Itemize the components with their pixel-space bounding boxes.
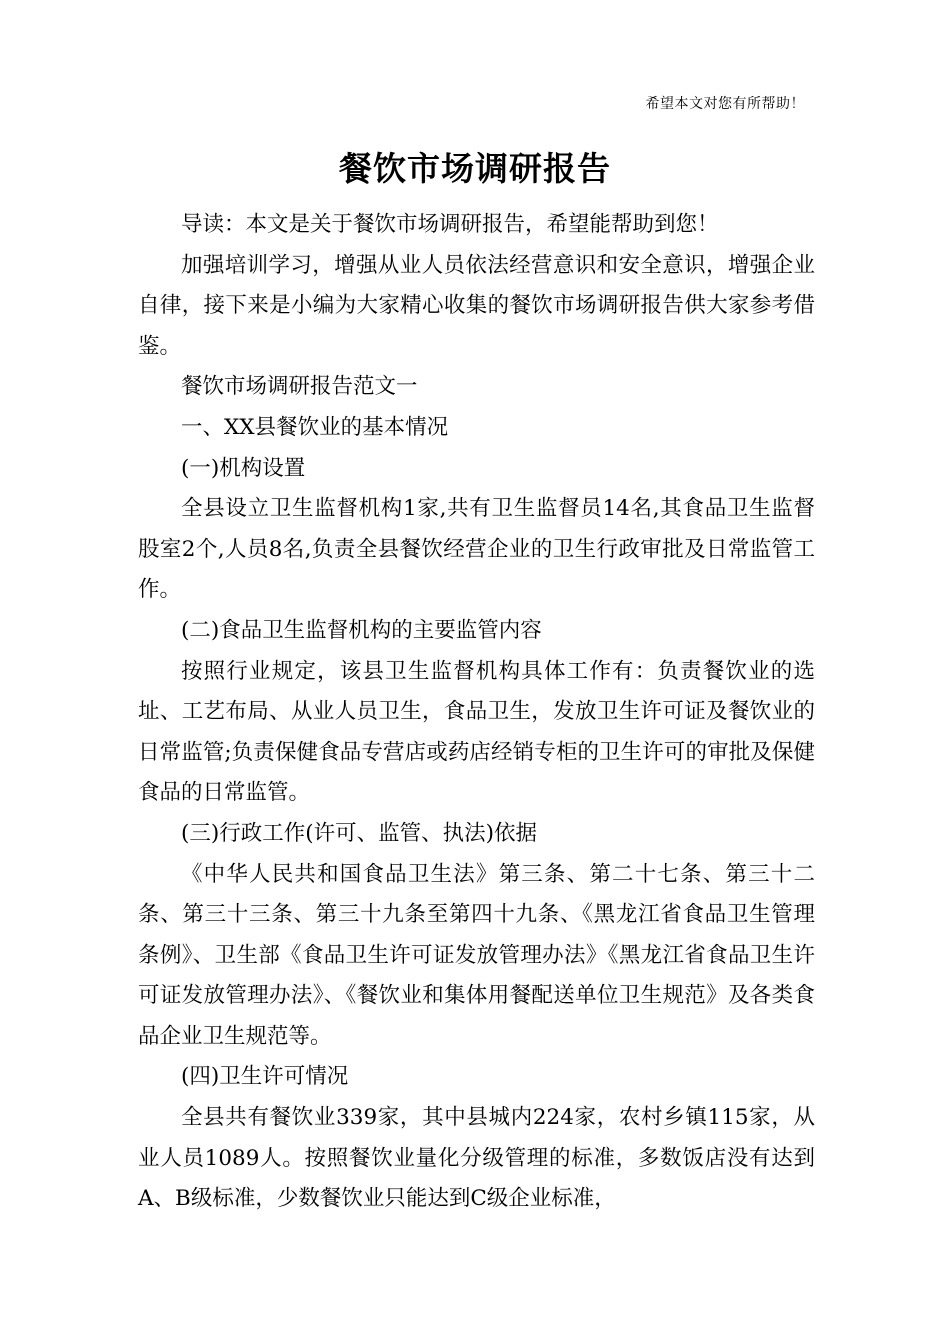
section-heading: 一、XX县餐饮业的基本情况 [181, 414, 449, 440]
paragraph: 全县设立卫生监督机构1家,共有卫生监督员14名,其食品卫生监督股室2个,人员8名,负责全县餐饮经营企业的卫生行政审批及日常监管工作。 [138, 496, 815, 603]
paragraph: 按照行业规定，该县卫生监督机构具体工作有：负责餐饮业的选址、工艺布局、从业人员卫生，食品卫生，发放卫生许可证及餐饮业的日常监管;负责保健食品专营店或药店经销专柜的卫生许可的审批及保健食品的日常监管。 [138, 658, 815, 806]
document-title: 餐饮市场调研报告 [339, 149, 611, 188]
paragraph-intro: 导读：本文是关于餐饮市场调研报告，希望能帮助到您！ [181, 212, 719, 237]
paragraph: 《中华人民共和国食品卫生法》第三条、第二十七条、第三十二条、第三十三条、第三十九条至第四十九条、《黑龙江省食品卫生管理条例》、卫生部《食品卫生许可证发放管理办法》《黑龙江省食品卫生许可证发放管理办法》、《餐饮业和集体用餐配送单位卫生规范》及各类食品企业卫生规范等。 [138, 861, 815, 1049]
subsection-heading: (一)机构设置 [181, 455, 306, 481]
subsection-heading: (四)卫生许可情况 [181, 1064, 349, 1090]
document-body [138, 205, 815, 1220]
paragraph: 加强培训学习，增强从业人员依法经营意识和安全意识，增强企业自律，接下来是小编为大家精心收集的餐饮市场调研报告供大家参考借鉴。 [138, 252, 815, 359]
subsection-heading: (三)行政工作(许可、监管、执法)依据 [181, 820, 538, 846]
header-note: 希望本文对您有所帮助！ [645, 96, 805, 112]
paragraph: 全县共有餐饮业339家，其中县城内224家，农村乡镇115家，从业人员1089人。按照餐饮业量化分级管理的标准，多数饭店没有达到A、B级标准，少数餐饮业只能达到C级企业标准， [138, 1105, 815, 1212]
section-heading: 餐饮市场调研报告范文一 [181, 374, 418, 400]
subsection-heading: (二)食品卫生监督机构的主要监管内容 [181, 617, 542, 643]
